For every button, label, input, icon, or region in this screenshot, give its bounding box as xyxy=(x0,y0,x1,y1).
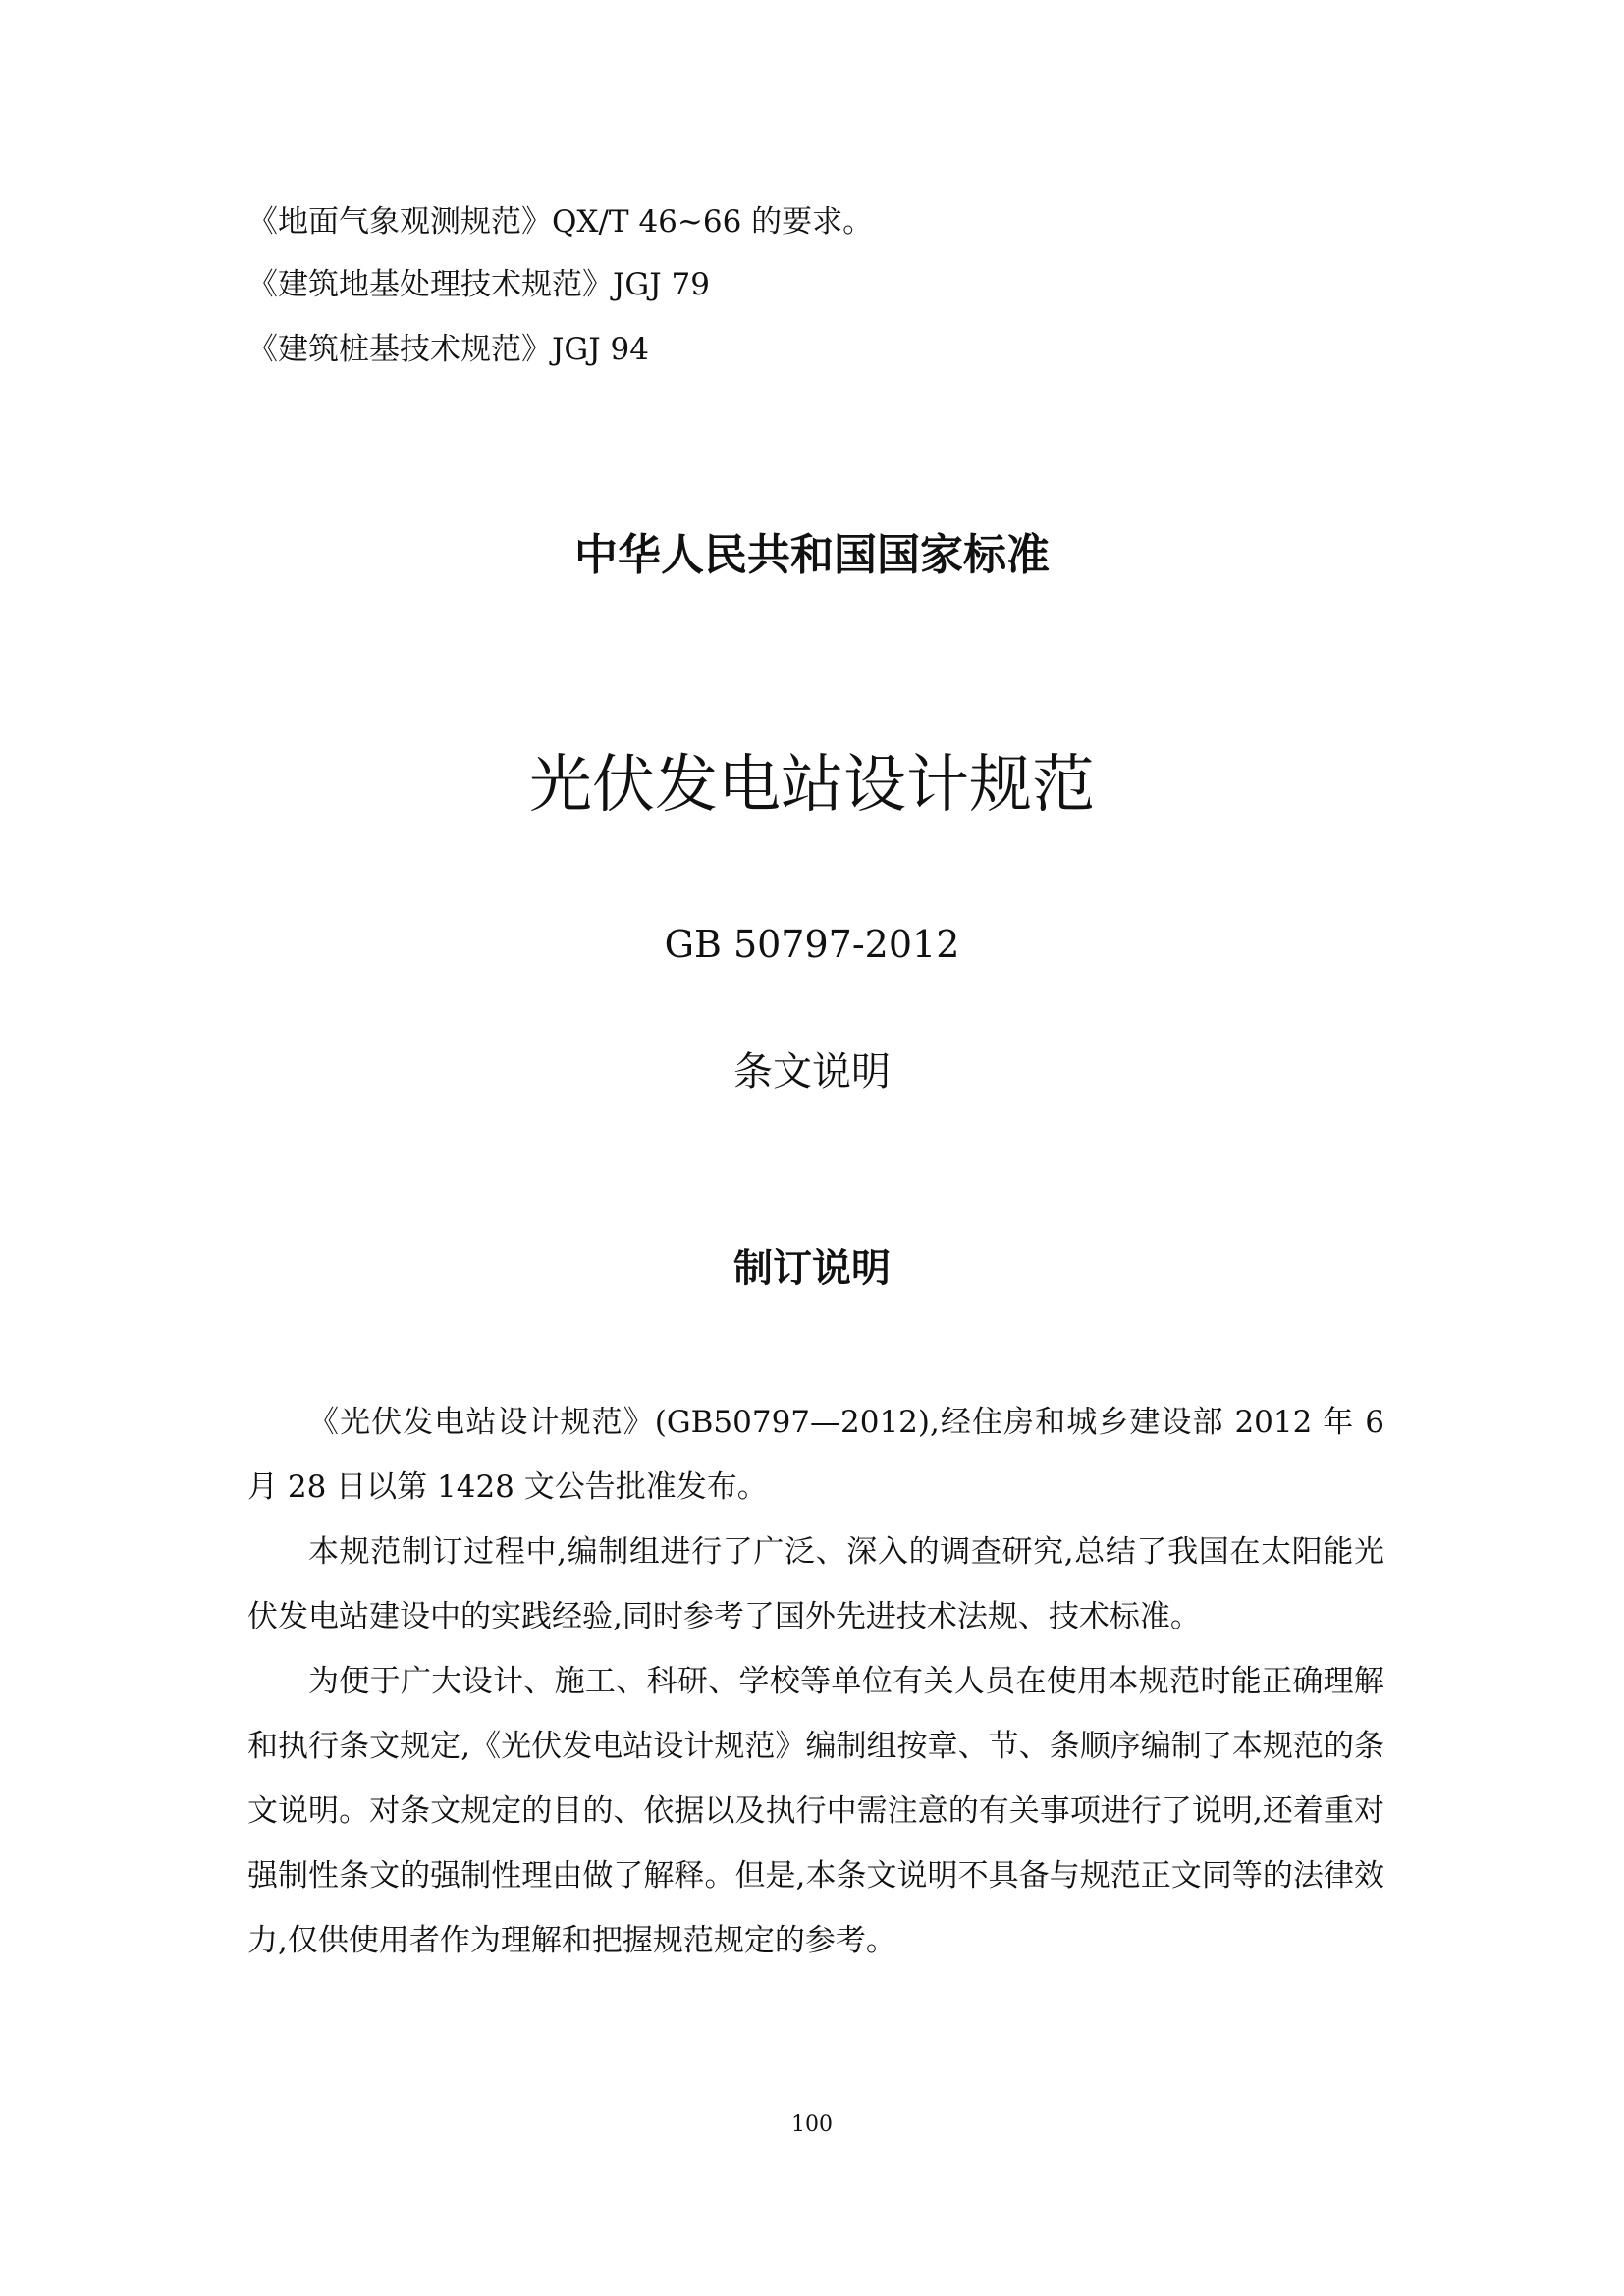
page-number: 100 xyxy=(791,2112,833,2137)
explanation-paragraph: 本规范制订过程中,编制组进行了广泛、深入的调查研究,总结了我国在太阳能光伏发电站建设中的实践经验,同时参考了国外先进技术法规、技术标准。 xyxy=(247,1534,1384,1634)
standard-code: GB 50797-2012 xyxy=(664,923,960,966)
explanation-paragraph: 为便于广大设计、施工、科研、学校等单位有关人员在使用本规范时能正确理解和执行条文规定,《光伏发电站设计规范》编制组按章、节、条顺序编制了本规范的条文说明。对条文规定的目的、依据以及执行中需注意的有关事项进行了说明,还着重对强制性条文的强制性理由做了解释。但是,本条文说明不具备与规范正文同等的法律效力,仅供使用者作为理解和把握规范规定的参考。 xyxy=(247,1664,1384,1958)
standard-series-heading: 中华人民共和国国家标准 xyxy=(574,530,1050,580)
explanation-paragraph: 《光伏发电站设计规范》(GB50797—2012),经住房和城乡建设部 2012 年 6 月 28 日以第 1428 文公告批准发布。 xyxy=(247,1405,1384,1505)
section-title: 条文说明 xyxy=(733,1049,891,1095)
document-title: 光伏发电站设计规范 xyxy=(529,749,1095,822)
explanation-heading: 制订说明 xyxy=(733,1246,891,1291)
reference-item: 《地面气象观测规范》QX/T 46~66 的要求。 xyxy=(247,204,874,240)
reference-item: 《建筑桩基技术规范》JGJ 94 xyxy=(247,332,649,367)
reference-item: 《建筑地基处理技术规范》JGJ 79 xyxy=(247,267,710,302)
